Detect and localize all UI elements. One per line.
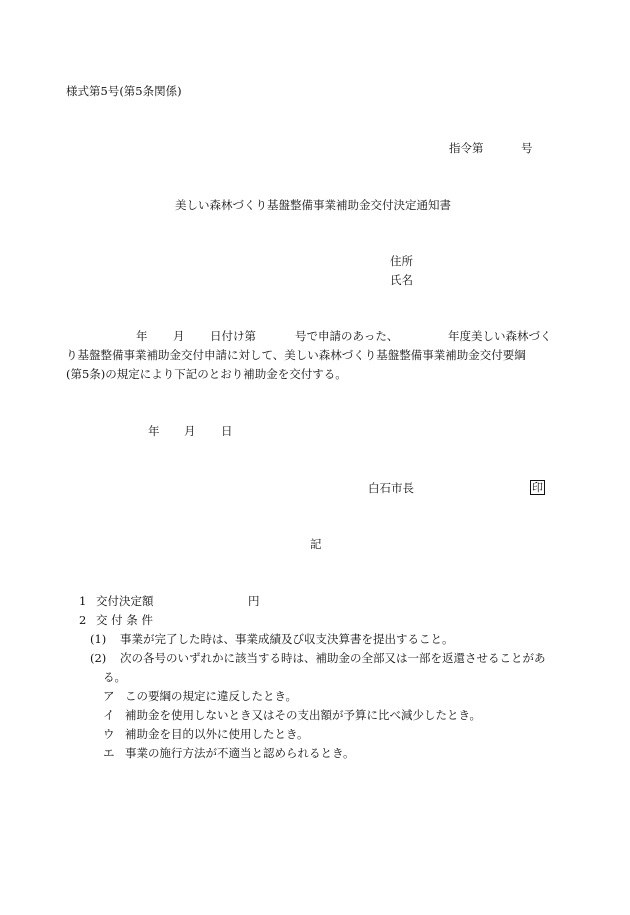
doc-number-suffix: 号 — [521, 141, 533, 155]
address-label: 住所 — [390, 254, 413, 268]
ki-label: 記 — [310, 537, 322, 551]
item1-unit: 円 — [248, 594, 260, 608]
body-year: 年 — [136, 329, 148, 343]
sub-item-text: 補助金を目的以外に使用したとき。 — [125, 727, 309, 741]
seal-box: 印 — [532, 481, 543, 494]
body-request-part: 号で申請のあった、 — [295, 329, 399, 343]
body-fiscal-year-part: 年度美しい森林づく — [448, 329, 552, 343]
item2-number: 2 — [79, 613, 87, 627]
issue-year: 年 — [148, 424, 160, 438]
body-month: 月 — [173, 329, 185, 343]
sub-item-text: 補助金を使用しないとき又はその支出額が予算に比べ減少したとき。 — [125, 708, 482, 722]
condition1-text: 事業が完了した時は、事業成績及び収支決算書を提出すること。 — [120, 632, 454, 646]
sub-item-mark: エ — [103, 746, 115, 760]
condition2-text: 次の各号のいずれかに該当する時は、補助金の全部又は一部を返還させることがあ — [120, 651, 546, 665]
item2-label: 交 付 条 件 — [96, 613, 153, 627]
sub-item-mark: ア — [103, 689, 115, 703]
condition2-number: (2) — [90, 651, 107, 665]
document-title: 美しい森林づくり基盤整備事業補助金交付決定通知書 — [175, 198, 451, 212]
sub-item-text: 事業の施行方法が不適当と認められるとき。 — [125, 746, 355, 760]
body-line-2: り基盤整備事業補助金交付申請に対して、美しい森林づくり基盤整備事業補助金交付要綱 — [66, 348, 526, 362]
body-date-part: 日付け第 — [210, 329, 256, 343]
sub-item-mark: ウ — [103, 727, 115, 741]
issue-day: 日 — [221, 424, 233, 438]
form-label: 様式第5号(第5条関係) — [66, 84, 182, 98]
item1-number: 1 — [79, 594, 87, 608]
name-label: 氏名 — [390, 273, 413, 287]
body-line-3: (第5条)の規定により下記のとおり補助金を交付する。 — [66, 367, 347, 381]
condition2-continuation: る。 — [103, 670, 126, 684]
sub-item-text: この要綱の規定に違反したとき。 — [125, 689, 298, 703]
condition1-number: (1) — [90, 632, 107, 646]
issue-month: 月 — [184, 424, 196, 438]
item1-label: 交付決定額 — [96, 594, 154, 608]
issuer-title: 白石市長 — [368, 481, 414, 495]
doc-number-prefix: 指令第 — [449, 141, 484, 155]
sub-item-mark: イ — [103, 708, 115, 722]
seal-mark — [530, 480, 545, 495]
